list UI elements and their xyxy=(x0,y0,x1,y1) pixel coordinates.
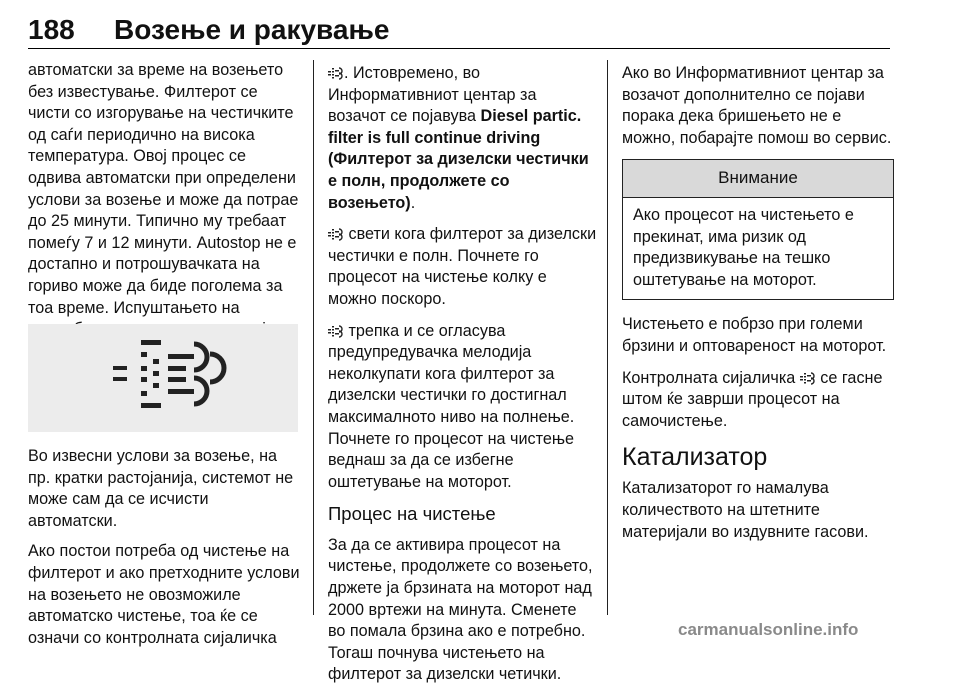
heading-catalytic-converter: Катализатор xyxy=(622,443,768,472)
col3-paragraph-1: Ако во Информативниот центар за возачот дополнително се појави порака дека бришењето не е можно, побарајте помош во сервис. xyxy=(622,64,892,147)
column-1-lower xyxy=(28,446,300,658)
col2-p1-text-a: . Истовремено, во Информативниот центар за возачот се појавува xyxy=(328,64,537,126)
diesel-particulate-filter-icon xyxy=(28,324,298,432)
col2-p1-text-end: . xyxy=(410,193,416,212)
section-title: Возење и ракување xyxy=(114,14,390,45)
column-divider-2 xyxy=(607,60,608,615)
caution-box xyxy=(622,159,894,300)
dpf-symbol-figure xyxy=(28,324,298,432)
col1-paragraph-1: автоматски за време на возењето без известување. Филтерот се чисти со изгорување на честичките од саѓи периодично на висока температура. Овој процес се одвива автоматски при определени услови за возење и може да потрае до 25 минути. Типично му требаат помеѓу 7 и 12 минути. Autostop не е достапно и потрошувачката на гориво може да биде поголема за тоа време. Испуштањето на xyxy=(28,61,299,317)
col3-paragraph-2: Чистењето е побрзо при големи брзини и оптовареност на моторот. xyxy=(622,315,887,355)
col3-paragraph-3 xyxy=(622,368,894,433)
col3-paragraph-4: Катализаторот го намалува количеството на штетните материјали во издувните гасови. xyxy=(622,479,869,541)
col3-p3-text-b: се гасне штом ќе заврши процесот на самочистење. xyxy=(622,368,883,430)
diesel-particulate-filter-icon xyxy=(800,371,816,385)
col2-p2-text: свети кога филтерот за дизелски честички е полн. Почнете го процесот на чистење колку е можно поскоро. xyxy=(328,225,597,308)
diesel-particulate-filter-icon xyxy=(328,66,344,80)
caution-title: Внимание xyxy=(623,160,893,198)
col1-paragraph-3: Ако постои потреба од чистење на филтерот и ако претходните услови на возењето не овозможиле автоматско чистење, тоа ќе се означи со контролната сијаличка xyxy=(28,542,300,647)
col1-paragraph-2: Во извесни услови за возење, на пр. кратки растојанија, системот не може сам да се исчисти автоматски. xyxy=(28,447,294,530)
diesel-particulate-filter-icon xyxy=(328,227,344,241)
col2-paragraph-3 xyxy=(328,321,598,494)
col2-paragraph-2 xyxy=(328,224,598,310)
watermark: carmanualsonline.info xyxy=(678,620,859,639)
col2-paragraph-1 xyxy=(328,63,598,214)
column-divider-1 xyxy=(313,60,314,615)
col2-p3-text: трепка и се огласува предупредувачка мелодија неколкупати кога филтерот за дизелски честички го достигнал максималното ниво на полнење. Почнете го процесот на чистење веднаш за да се избегне оштетување на моторот. xyxy=(328,321,575,491)
diesel-particulate-filter-icon xyxy=(328,324,344,338)
caution-body: Ако процесот на чистењето е прекинат, има ризик од предизвикување на тешко оштетување на моторот. xyxy=(633,205,854,289)
subheading-cleaning-process: Процес на чистење xyxy=(328,503,496,525)
column-2 xyxy=(328,63,598,696)
page-number: 188 xyxy=(28,14,75,45)
column-3 xyxy=(622,63,894,553)
col2-p1-bold-message: Diesel partic. filter is full continue driving (Филтерот за дизелски честички е полн, продолжете со возењето) xyxy=(328,107,589,212)
col3-p3-text-a: Контролната сијаличка xyxy=(622,368,800,387)
col2-paragraph-4: За да се активира процесот на чистење, продолжете со возењето, држете ја брзината на моторот над 2000 вртежи на минута. Сменете во помала брзина ако е потребно. Тогаш почнува чистењето на филтерот за дизелски четички. xyxy=(328,535,593,684)
header-divider xyxy=(28,48,890,49)
page-header xyxy=(28,6,898,50)
